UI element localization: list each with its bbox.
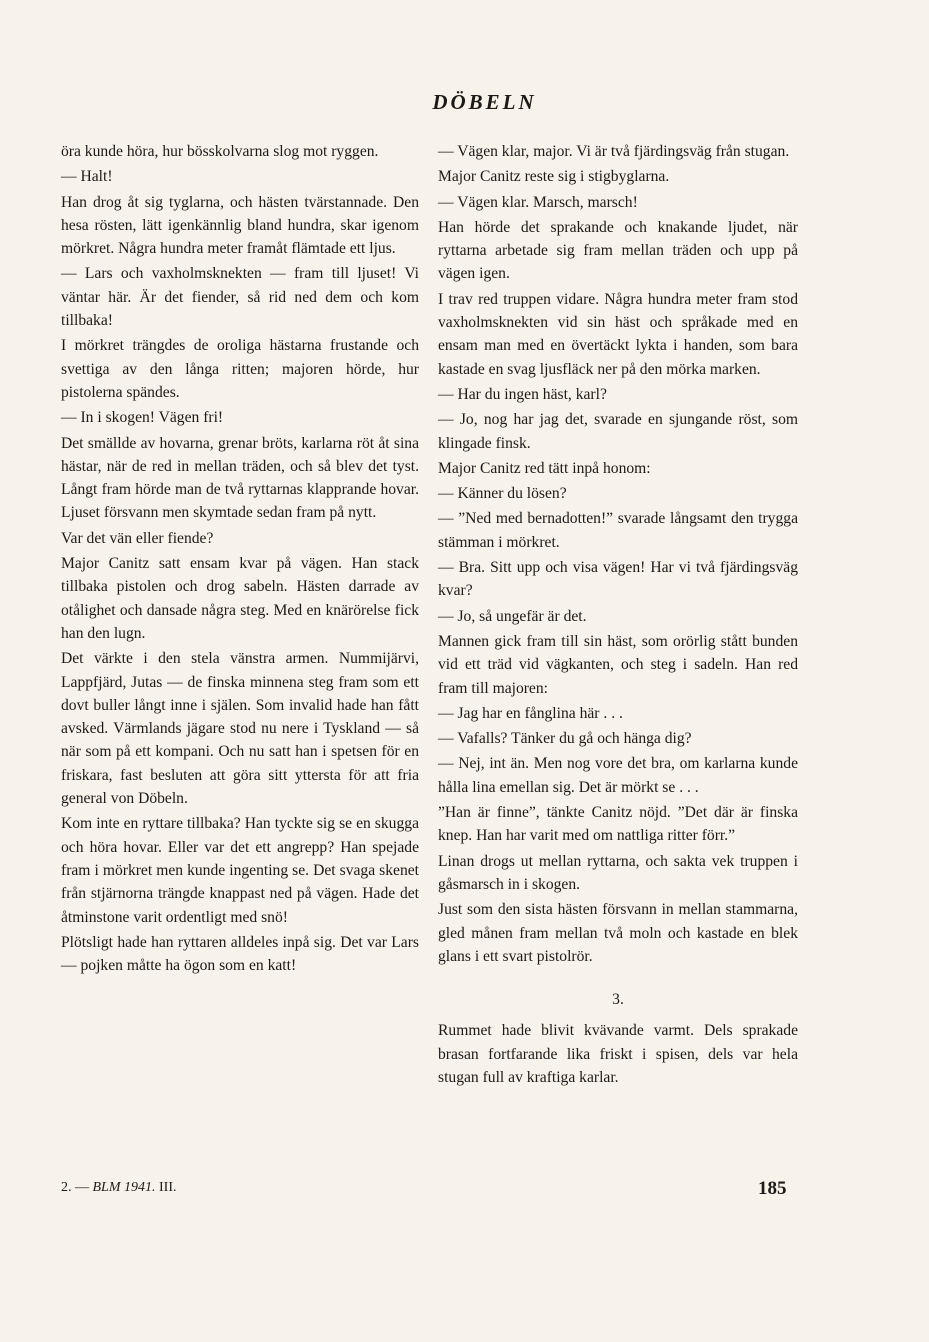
- paragraph: Han hörde det sprakande och knakande ljudet, när ryttarna arbetade sig fram mellan träden och upp på vägen igen.: [438, 218, 798, 283]
- paragraph: — Jo, nog har jag det, svarade en sjungande röst, som klingade finsk.: [438, 411, 798, 452]
- paragraph: Rummet hade blivit kvävande varmt. Dels sprakade brasan fortfarande lika friskt i spisen, dels var hela stugan full av kraftiga karlar.: [438, 1022, 798, 1086]
- paragraph: — Jag har en fånglina här . . .: [438, 704, 623, 722]
- paragraph: Var det vän eller fiende?: [61, 529, 214, 547]
- paragraph: — Har du ingen häst, karl?: [438, 385, 607, 403]
- paragraph: — ”Ned med bernadotten!” svarade långsamt den trygga stämman i mörkret.: [438, 510, 798, 551]
- paragraph: Det värkte i den stela vänstra armen. Nummijärvi, Lappfjärd, Jutas — de finska minnena steg fram som ett dovt buller långt inne i själen. Som invalid hade han fått avsked. Värmlands jägare stod nu nere i Tyskland — så när som på ett kompani. Och nu satt han i spetsen för en friskara, fast besluten att göra sitt yttersta för att fria general von Döbeln.: [61, 650, 419, 808]
- paragraph: — In i skogen! Vägen fri!: [61, 409, 224, 427]
- paragraph: Plötsligt hade han ryttaren alldeles inpå sig. Det var Lars — pojken måtte ha ögon som en katt!: [61, 933, 419, 975]
- paragraph: Det smällde av hovarna, grenar bröts, karlarna röt åt sina hästar, när de red in mellan träden, och så blev det tyst. Långt fram hörde man de två ryttarnas klapprande hovar. Ljuset försvann men skymtade sedan fram på nytt.: [61, 434, 419, 522]
- paragraph: Han drog åt sig tyglarna, och hästen tvärstannade. Den hesa rösten, lätt igenkännlig bland hundra, skar igenom mörkret. Några hundra meter framåt flämtade ett ljus.: [61, 193, 419, 258]
- paragraph: Major Canitz reste sig i stigbyglarna.: [438, 168, 670, 186]
- paragraph: — Halt!: [61, 168, 113, 186]
- paragraph: — Bra. Sitt upp och visa vägen! Har vi två fjärdingsväg kvar?: [438, 559, 798, 600]
- section-number: 3.: [612, 991, 624, 1009]
- paragraph: I trav red truppen vidare. Några hundra meter fram stod vaxholmsknekten vid sin häst och språkade med en ensam man med en övertäckt lykta i handen, som bara kastade en svag ljusfläck ner på den mörka marken.: [438, 290, 798, 378]
- paragraph: — Lars och vaxholmsknekten — fram till ljuset! Vi väntar här. Är det fiender, så rid ned dem och kom tillbaka!: [61, 265, 419, 330]
- paragraph: — Vägen klar, major. Vi är två fjärdingsväg från stugan.: [438, 143, 790, 160]
- paragraph: — Nej, int än. Men nog vore det bra, om karlarna kunde hålla lina emellan sig. Det är mörkt se . . .: [438, 755, 798, 796]
- paragraph: Mannen gick fram till sin häst, som orörlig stått bunden vid ett träd vid vägkanten, och steg i sadeln. Han red fram till majoren:: [438, 632, 798, 697]
- running-header: DÖBELN: [432, 90, 537, 114]
- paragraph: I mörkret trängdes de oroliga hästarna frustande och svettiga av den långa ritten; majoren hörde, hur pistolerna spändes.: [61, 337, 419, 401]
- paragraph: — Känner du lösen?: [438, 485, 567, 503]
- paragraph: ”Han är finne”, tänkte Canitz nöjd. ”Det där är finska knep. Han har varit med om nattliga ritter förr.”: [438, 804, 798, 845]
- paragraph: Linan drogs ut mellan ryttarna, och sakta vek truppen i gåsmarsch in i skogen.: [438, 852, 798, 893]
- footer-citation: [61, 1180, 177, 1196]
- paragraph: Just som den sista hästen försvann in mellan stammarna, gled månen fram mellan två moln och kastade en blek glans i ett svart pistolrör.: [438, 901, 798, 965]
- page-number: 185: [758, 1178, 787, 1199]
- paragraph: Kom inte en ryttare tillbaka? Han tyckte sig se en skugga och höra hovar. Eller var det ett angrepp? Han spejade fram i mörkret men kunde ingenting se. Det svaga skenet från stjärnorna trängde knappast ned på vägen. Hade det åtminstone varit ordentligt med snö!: [61, 815, 419, 926]
- paragraph: Major Canitz red tätt inpå honom:: [438, 459, 651, 477]
- paragraph: öra kunde höra, hur bösskolvarna slog mot ryggen.: [61, 143, 379, 160]
- footer-journal: BLM 1941.: [92, 1180, 156, 1195]
- paragraph: — Vägen klar. Marsch, marsch!: [438, 193, 638, 211]
- paragraph: Major Canitz satt ensam kvar på vägen. Han stack tillbaka pistolen och drog sabeln. Hästen darrade av otålighet och dansade några steg. Med en knärörelse fick han den lugn.: [61, 555, 419, 642]
- footer-volume: III.: [159, 1180, 177, 1195]
- right-column: [438, 140, 798, 1089]
- paragraph: — Vafalls? Tänker du gå och hänga dig?: [438, 730, 692, 748]
- footer-prefix: 2. —: [61, 1180, 89, 1195]
- left-column: [61, 140, 419, 977]
- paragraph: — Jo, så ungefär är det.: [438, 607, 587, 625]
